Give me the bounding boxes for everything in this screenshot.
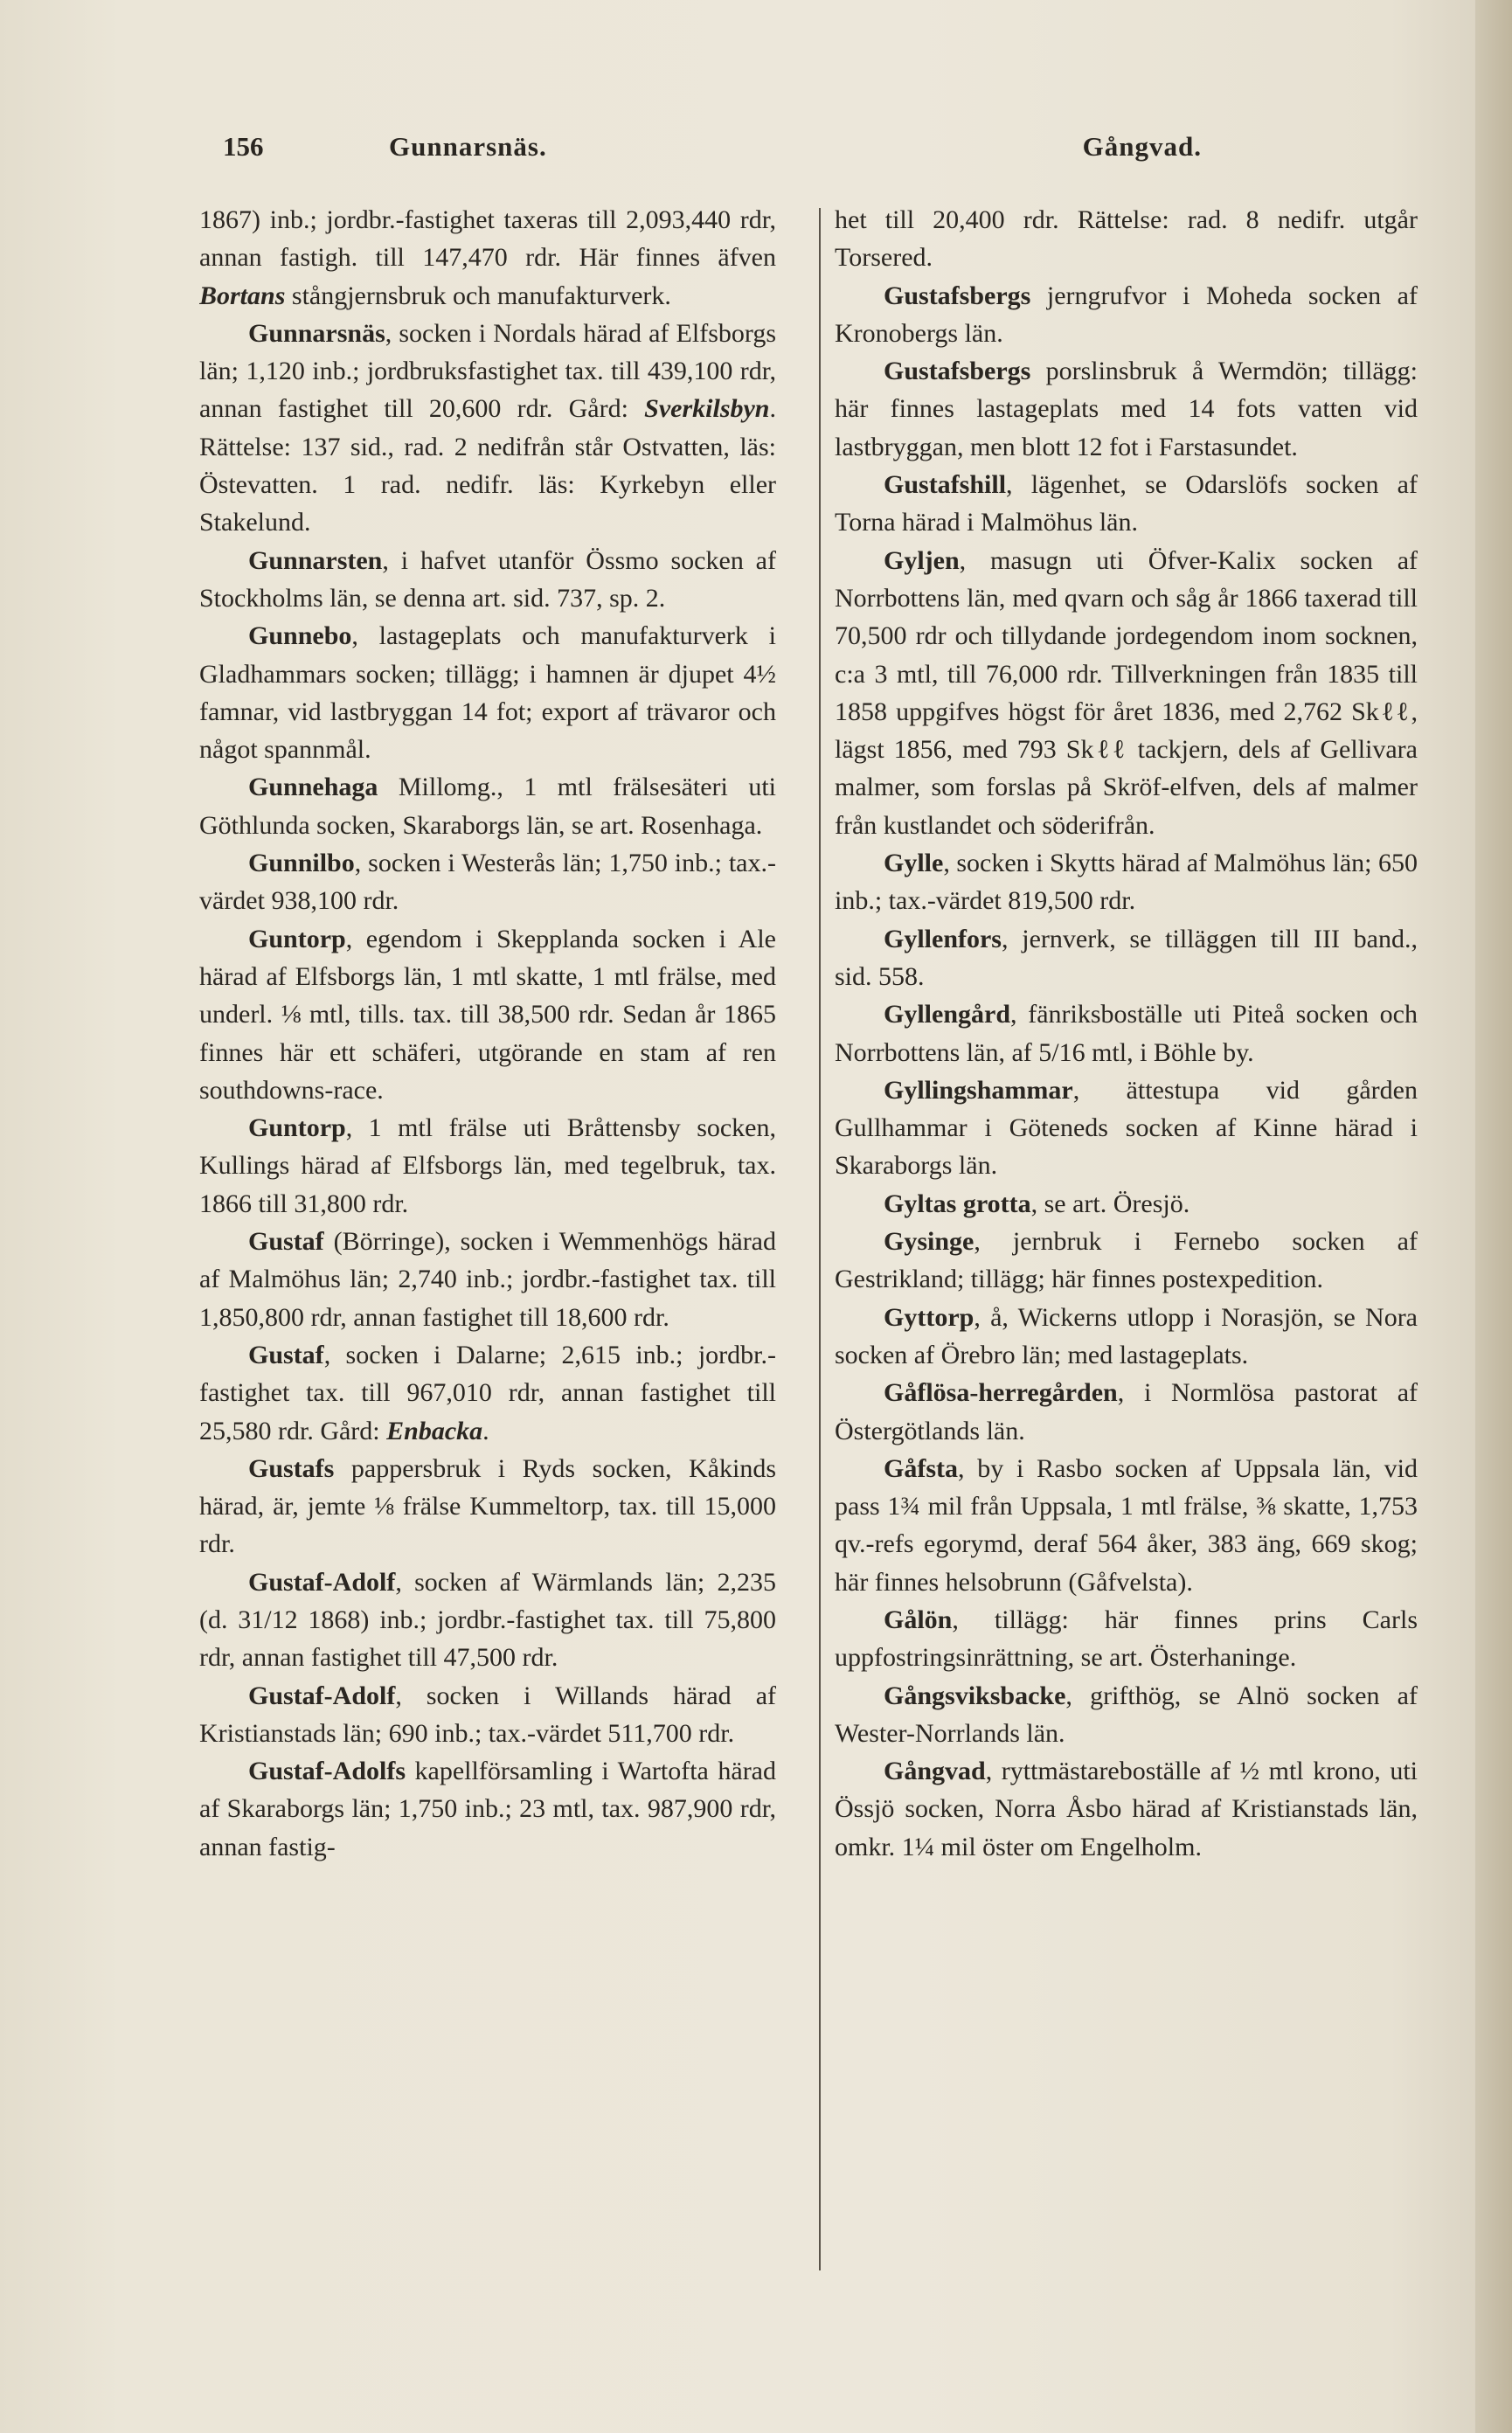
entry-text: , socken i Dalarne; 2,615 inb.; jordbr.-fastighet tax. till 967,010 rdr, annan fastighet till 25,580 rdr. Gård: [199,1340,776,1445]
entry-term: Gålön [884,1605,953,1634]
dictionary-entry [835,542,1418,844]
entry-text: , grifthög, se Alnö socken af Wester-Norrlands län. [835,1681,1418,1748]
entry-term: Gunnehaga [248,773,378,802]
entry-text: , socken i Skytts härad af Malmöhus län; 650 inb.; tax.-värdet 819,500 rdr. [835,849,1418,916]
dictionary-entry [199,201,776,315]
dictionary-entry [835,1185,1418,1223]
dictionary-entry [199,1109,776,1223]
entry-text: . Rättelse: 137 sid., rad. 2 nedifrån står Ostvatten, läs: Östevatten. 1 rad. nedifr. läs: Kyrkebyn eller Stakelund. [199,394,776,537]
entry-text: , socken af Wärmlands län; 2,235 (d. 31/12 1868) inb.; jordbr.-fastighet tax. till 75,800 rdr, annan fastighet till 47,500 rdr. [199,1567,776,1673]
entry-term: Gyllenfors [884,924,1002,953]
entry-term: Gustaf-Adolf [248,1567,396,1597]
entry-text: pappersbruk i Ryds socken, Kåkinds härad, är, jemte ⅛ frälse Kummeltorp, tax. till 15,000 rdr. [199,1453,776,1559]
entry-text: , lägenhet, se Odarslöfs socken af Torna härad i Malmöhus län. [835,470,1418,537]
entry-text: , by i Rasbo socken af Uppsala län, vid pass 1¾ mil från Uppsala, 1 mtl frälse, ⅜ skatte, 1,753 qv.-refs egorymd, deraf 564 åker, 383 äng, 669 skog; här finnes helsobrunn (Gåfvelsta). [835,1453,1418,1597]
entry-text: kapellförsamling i Wartofta härad af Skaraborgs län; 1,750 inb.; 23 mtl, tax. 987,900 rdr, annan fastig- [199,1757,776,1861]
dictionary-entry [835,844,1418,920]
dictionary-entry [199,617,776,768]
entry-place-name: Bortans [199,281,286,310]
entry-text: , socken i Westerås län; 1,750 inb.; tax.-värdet 938,100 rdr. [199,849,776,916]
entry-term: Gångvad [884,1757,986,1786]
dictionary-entry [835,352,1418,466]
dictionary-entry [835,995,1418,1071]
dictionary-entry [835,920,1418,996]
entry-text: , i Normlösa pastorat af Östergötlands län. [835,1378,1418,1445]
entry-text: , jernverk, se tilläggen till III band., sid. 558. [835,924,1418,991]
entry-term: Gunnebo [248,621,352,651]
entry-text: het till 20,400 rdr. Rättelse: rad. 8 nedifr. utgår Torsered. [835,205,1418,273]
left-column [199,201,776,2298]
entry-term: Gustafshill [884,470,1007,500]
entry-text: , masugn uti Öfver-Kalix socken af Norrbottens län, med qvarn och såg år 1866 taxerad till 70,500 rdr och tillydande jordegendom inom socknen, c:a 3 mtl, till 76,000 rdr. Tillverkningen från 1835 till 1858 uppgifves högst för året 1836, med 2,762 Skℓℓ, lägst 1856, med 793 Skℓℓ tackjern, dels af Gellivara malmer, som forslas på Skröf-elfven, dels af malmer från kustlandet och söderifrån. [835,545,1418,840]
dictionary-entry [199,1752,776,1866]
dictionary-entry [835,277,1418,353]
dictionary-entry [199,542,776,618]
dictionary-entry [199,1223,776,1336]
entry-term: Gunnilbo [248,849,355,878]
entry-text: , å, Wickerns utlopp i Norasjön, se Nora socken af Örebro län; med lastageplats. [835,1302,1418,1369]
dictionary-entry [199,315,776,542]
entry-term: Gustafsbergs [884,357,1031,386]
entry-text: , lastageplats och manufakturverk i Gladhammars socken; tillägg; i hamnen är djupet 4½ famnar, vid lastbryggan 14 fot; export af trävaror och något spannmål. [199,621,776,765]
dictionary-entry [199,1677,776,1753]
left-running-head: Gunnarsnäs. [389,131,547,162]
dictionary-entry [835,1071,1418,1185]
dictionary-entry [835,201,1418,277]
entry-term: Gustafsbergs [884,281,1031,310]
entry-term: Guntorp [248,1113,346,1143]
entry-term: Gyllingshammar [884,1075,1073,1105]
entry-text: stångjernsbruk och manufakturverk. [285,281,671,310]
entry-text: , 1 mtl frälse uti Bråttensby socken, Kullings härad af Elfsborgs län, med tegelbruk, tax. 1866 till 31,800 rdr. [199,1113,776,1218]
dictionary-entry [199,768,776,844]
entry-term: Gunnarsnäs [248,318,385,348]
entry-term: Gunnarsten [248,545,383,575]
page-number: 156 [223,131,264,162]
entry-term: Guntorp [248,924,346,953]
dictionary-entry [199,844,776,920]
dictionary-entry [199,1336,776,1450]
dictionary-entry [835,1677,1418,1753]
page-edge [1475,0,1512,2433]
entry-text: , egendom i Skepplanda socken i Ale härad af Elfsborgs län, 1 mtl skatte, 1 mtl frälse, med underl. ⅛ mtl, tills. tax. till 38,500 rdr. Sedan år 1865 finnes här ett schäferi, utgörande en stam af ren southdowns-race. [199,924,776,1105]
entry-text: , jernbruk i Fernebo socken af Gestrikland; tillägg; här finnes postexpedition. [835,1227,1418,1294]
right-running-head: Gångvad. [1082,131,1202,162]
entry-text: Millomg., 1 mtl frälsesäteri uti Göthlunda socken, Skaraborgs län, se art. Rosenhaga. [199,773,776,840]
entry-text: porslinsbruk å Wermdön; tillägg: här finnes lastageplats med 14 fots vatten vid lastbryggan, men blott 12 fot i Farstasundet. [835,357,1418,461]
dictionary-entry [199,1563,776,1677]
entry-text: , se art. Öresjö. [1030,1189,1190,1218]
dictionary-entry [835,466,1418,542]
entry-text: , tillägg: här finnes prins Carls uppfostringsinrättning, se art. Österhaninge. [835,1605,1418,1673]
entry-place-name: Enbacka [386,1416,483,1445]
entry-term: Gångsviksbacke [884,1681,1066,1710]
entry-term: Gåfsta [884,1453,958,1483]
entry-term: Gåflösa-herregården [884,1378,1118,1408]
entry-term: Gyljen [884,545,960,575]
entry-term: Gylle [884,849,944,878]
entry-term: Gyltas grotta [884,1189,1031,1218]
entry-term: Gysinge [884,1227,974,1257]
entry-term: Gustaf-Adolf [248,1681,396,1710]
dictionary-entry [835,1752,1418,1866]
entry-text: , ättestupa vid gården Gullhammar i Göteneds socken af Kinne härad i Skaraborgs län. [835,1075,1418,1181]
dictionary-entry [835,1374,1418,1450]
dictionary-entry [199,920,776,1109]
entry-text: , socken i Willands härad af Kristianstads län; 690 inb.; tax.-värdet 511,700 rdr. [199,1681,776,1748]
entry-term: Gyllengård [884,1000,1011,1029]
dictionary-entry [835,1450,1418,1601]
running-header [197,131,1411,175]
entry-term: Gustaf [248,1227,324,1257]
dictionary-entry [835,1601,1418,1677]
entry-text: , fänriksboställe uti Piteå socken och Norrbottens län, af 5/16 mtl, i Böhle by. [835,1000,1418,1067]
entry-text: jerngrufvor i Moheda socken af Kronobergs län. [835,281,1418,348]
entry-text: , socken i Nordals härad af Elfsborgs län; 1,120 inb.; jordbruksfastighet tax. till 439,100 rdr, annan fastighet till 20,600 rdr. Gård: [199,318,776,424]
entry-text: , ryttmästareboställe af ½ mtl krono, uti Össjö socken, Norra Åsbo härad af Kristianstads län, omkr. 1¼ mil öster om Engelholm. [835,1757,1418,1861]
entry-term: Gustaf-Adolfs [248,1757,406,1786]
dictionary-entry [199,1450,776,1563]
entry-term: Gustaf [248,1340,324,1369]
dictionary-entry [835,1223,1418,1299]
entry-text: , i hafvet utanför Össmo socken af Stockholms län, se denna art. sid. 737, sp. 2. [199,545,776,613]
right-column [835,201,1418,2298]
entry-place-name: Sverkilsbyn [644,394,770,424]
entry-term: Gyttorp [884,1302,974,1332]
entry-text: (Börringe), socken i Wemmenhögs härad af Malmöhus län; 2,740 inb.; jordbr.-fastighet tax. till 1,850,800 rdr, annan fastighet till 18,600 rdr. [199,1227,776,1332]
entry-text: 1867) inb.; jordbr.-fastighet taxeras till 2,093,440 rdr, annan fastigh. till 147,470 rdr. Här finnes äfven [199,205,776,273]
column-divider [819,208,821,2270]
entry-term: Gustafs [248,1453,335,1483]
entry-text: . [482,1416,489,1445]
dictionary-entry [835,1299,1418,1375]
